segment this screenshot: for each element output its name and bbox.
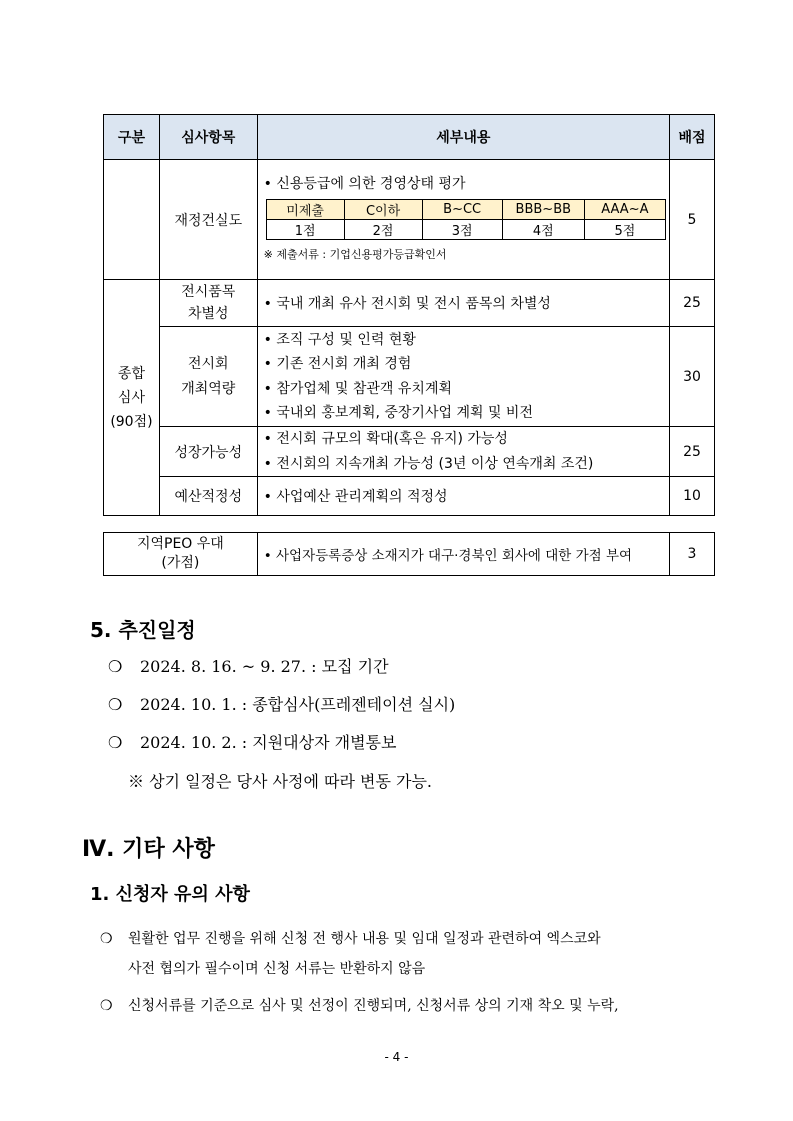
header-details: 세부내용 <box>257 115 669 160</box>
item-exhibit: 전시품목 차별성 <box>159 280 257 327</box>
bonus-table <box>103 532 715 576</box>
score-capacity: 30 <box>670 327 715 427</box>
details-exhibit: • 국내 개최 유사 전시회 및 전시 품목의 차별성 <box>257 280 669 327</box>
circle-bullet-icon: ❍ <box>100 998 113 1014</box>
details-finance <box>257 160 669 280</box>
section5-title: 5. 추진일정 <box>90 618 196 642</box>
bonus-label: 지역PEO 우대 (가점) <box>104 533 258 576</box>
notice-paragraph: ❍ 원활한 업무 진행을 위해 신청 전 행사 내용 및 임대 일정과 관련하여 엑스코와 사전 협의가 필수이며 신청 서류는 반환하지 않음 <box>100 924 725 984</box>
grade-label: AAA~A <box>584 200 665 220</box>
grade-label: BBB~BB <box>502 200 584 220</box>
category-comprehensive: 종합 심사 (90점) <box>104 280 160 516</box>
table-row-finance <box>104 160 715 280</box>
grade-points: 4점 <box>502 220 584 240</box>
table-row-growth <box>104 427 715 477</box>
schedule-item: ❍ 2024. 10. 1. : 종합심사(프레젠테이션 실시) <box>108 695 456 714</box>
page-number: - 4 - <box>384 1050 409 1064</box>
circle-bullet-icon: ❍ <box>100 931 113 947</box>
table-row-bonus <box>104 533 715 576</box>
grade-points: 1점 <box>266 220 344 240</box>
details-capacity: • 조직 구성 및 인력 현황 • 기존 전시회 개최 경험 • 참가업체 및 참관객 유치계획 • 국내외 홍보계획, 중장기사업 계획 및 비전 <box>257 327 669 427</box>
grade-label: C이하 <box>344 200 422 220</box>
evaluation-table <box>103 114 715 516</box>
notice-paragraph: ❍ 신청서류를 기준으로 심사 및 선정이 진행되며, 신청서류 상의 기재 착오 및 누락, <box>100 991 725 1021</box>
grade-points: 5점 <box>584 220 665 240</box>
table-header-row <box>104 115 715 160</box>
score-exhibit: 25 <box>670 280 715 327</box>
table-row-exhibit <box>104 280 715 327</box>
item-finance: 재정건실도 <box>159 160 257 280</box>
score-growth: 25 <box>670 427 715 477</box>
section4-subtitle: 1. 신청자 유의 사항 <box>90 884 250 905</box>
details-growth: • 전시회 규모의 확대(혹은 유지) 가능성 • 전시회의 지속개최 가능성 (3년 이상 연속개최 조건) <box>257 427 669 477</box>
bonus-score: 3 <box>670 533 715 576</box>
schedule-item: ❍ 2024. 10. 2. : 지원대상자 개별통보 <box>108 733 397 752</box>
circle-bullet-icon: ❍ <box>108 657 123 676</box>
score-budget: 10 <box>670 477 715 516</box>
grade-label: B~CC <box>422 200 502 220</box>
finance-bullet: • 신용등급에 의한 경영상태 평가 <box>263 175 466 192</box>
table-row-budget <box>104 477 715 516</box>
item-growth: 성장가능성 <box>159 427 257 477</box>
circle-bullet-icon: ❍ <box>108 733 123 752</box>
grade-table <box>266 199 666 240</box>
grade-points: 2점 <box>344 220 422 240</box>
grade-points: 3점 <box>422 220 502 240</box>
header-category: 구분 <box>104 115 160 160</box>
header-item: 심사항목 <box>159 115 257 160</box>
item-capacity: 전시회 개최역량 <box>159 327 257 427</box>
table-row-capacity <box>104 327 715 427</box>
section4-title: Ⅳ. 기타 사항 <box>82 837 215 862</box>
bonus-detail: • 사업자등록증상 소재지가 대구·경북인 회사에 대한 가점 부여 <box>257 533 669 576</box>
details-budget: • 사업예산 관리계획의 적정성 <box>257 477 669 516</box>
schedule-item: ❍ 2024. 8. 16. ~ 9. 27. : 모집 기간 <box>108 657 389 676</box>
score-finance: 5 <box>670 160 715 280</box>
schedule-note: ※ 상기 일정은 당사 사정에 따라 변동 가능. <box>128 772 432 791</box>
empty-category-cell <box>104 160 160 280</box>
item-budget: 예산적정성 <box>159 477 257 516</box>
circle-bullet-icon: ❍ <box>108 695 123 714</box>
header-score: 배점 <box>670 115 715 160</box>
finance-note: ※ 제출서류 : 기업신용평가등급확인서 <box>263 248 447 261</box>
grade-label: 미제출 <box>266 200 344 220</box>
